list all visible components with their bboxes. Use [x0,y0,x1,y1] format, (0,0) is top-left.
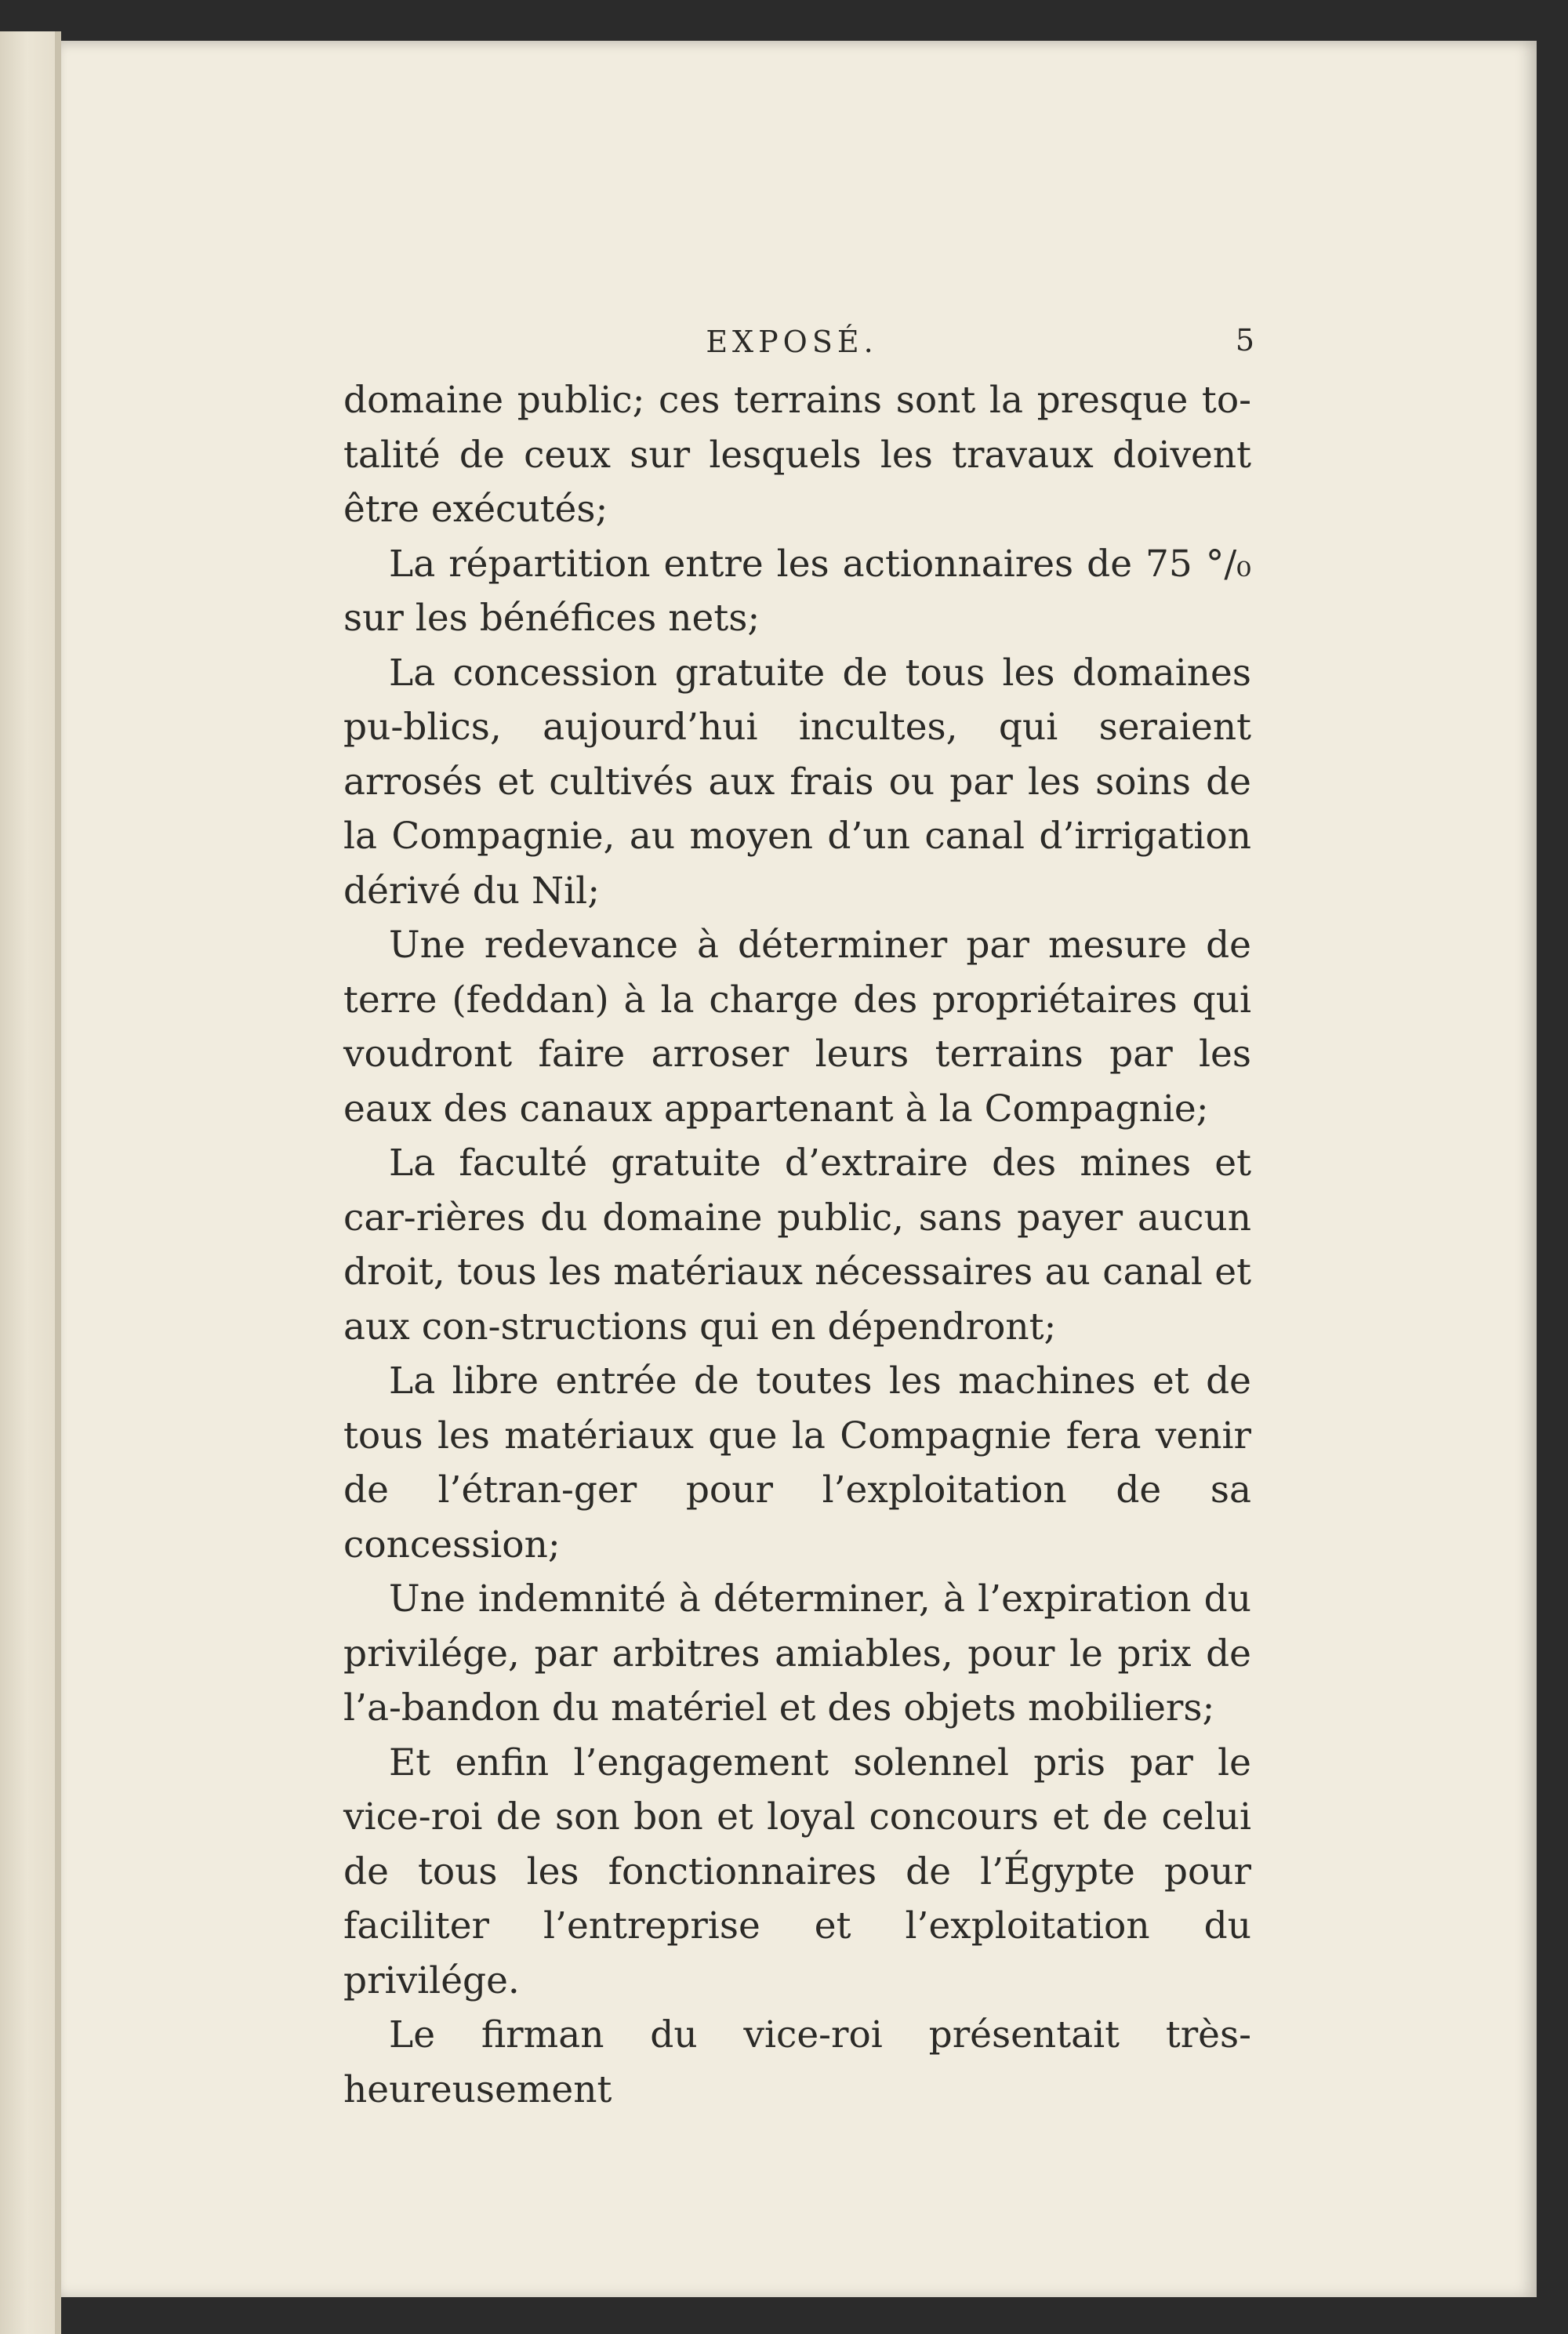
paragraph: La faculté gratuite d’extraire des mines et car-rières du domaine public, sans payer aucun droit, tous les matériaux nécessaires au canal et aux con-structions qui en dépendront; [343,1142,1251,1348]
running-head: EXPOSÉ. [706,325,878,359]
paragraph: La répartition entre les actionnaires de 75 °/₀ sur les bénéfices nets; [343,542,1251,640]
paragraph: domaine public; ces terrains sont la presque to-talité de ceux sur lesquels les travaux doivent être exécutés; [343,379,1251,531]
paragraph: La concession gratuite de tous les domaines pu-blics, aujourd’hui incultes, qui seraient arrosés et cultivés aux frais ou par les soins de la Compagnie, au moyen d’un canal d’irrigation dérivé du Nil; [343,651,1251,913]
paragraph: Une indemnité à déterminer, à l’expiration du privilége, par arbitres amiables, pour le prix de l’a-bandon du matériel et des objets mobiliers; [343,1577,1251,1730]
paragraph: La libre entrée de toutes les machines et de tous les matériaux que la Compagnie fera venir de l’étran-ger pour l’exploitation de sa concession; [343,1359,1251,1566]
book-spine [0,31,61,2334]
page-number: 5 [1235,323,1254,358]
paragraph: Le firman du vice-roi présentait très-heureusement [343,2013,1251,2111]
body-text [343,373,1251,2117]
page-header [329,321,1254,368]
spine-edge [55,31,61,2334]
paragraph: Une redevance à déterminer par mesure de terre (feddan) à la charge des propriétaires qui voudront faire arroser leurs terrains par les eaux des canaux appartenant à la Compagnie; [343,924,1251,1131]
paragraph: Et enfin l’engagement solennel pris par le vice-roi de son bon et loyal concours et de celui de tous les fonctionnaires de l’Égypte pour faciliter l’entreprise et l’exploitation du privilége. [343,1741,1251,2002]
